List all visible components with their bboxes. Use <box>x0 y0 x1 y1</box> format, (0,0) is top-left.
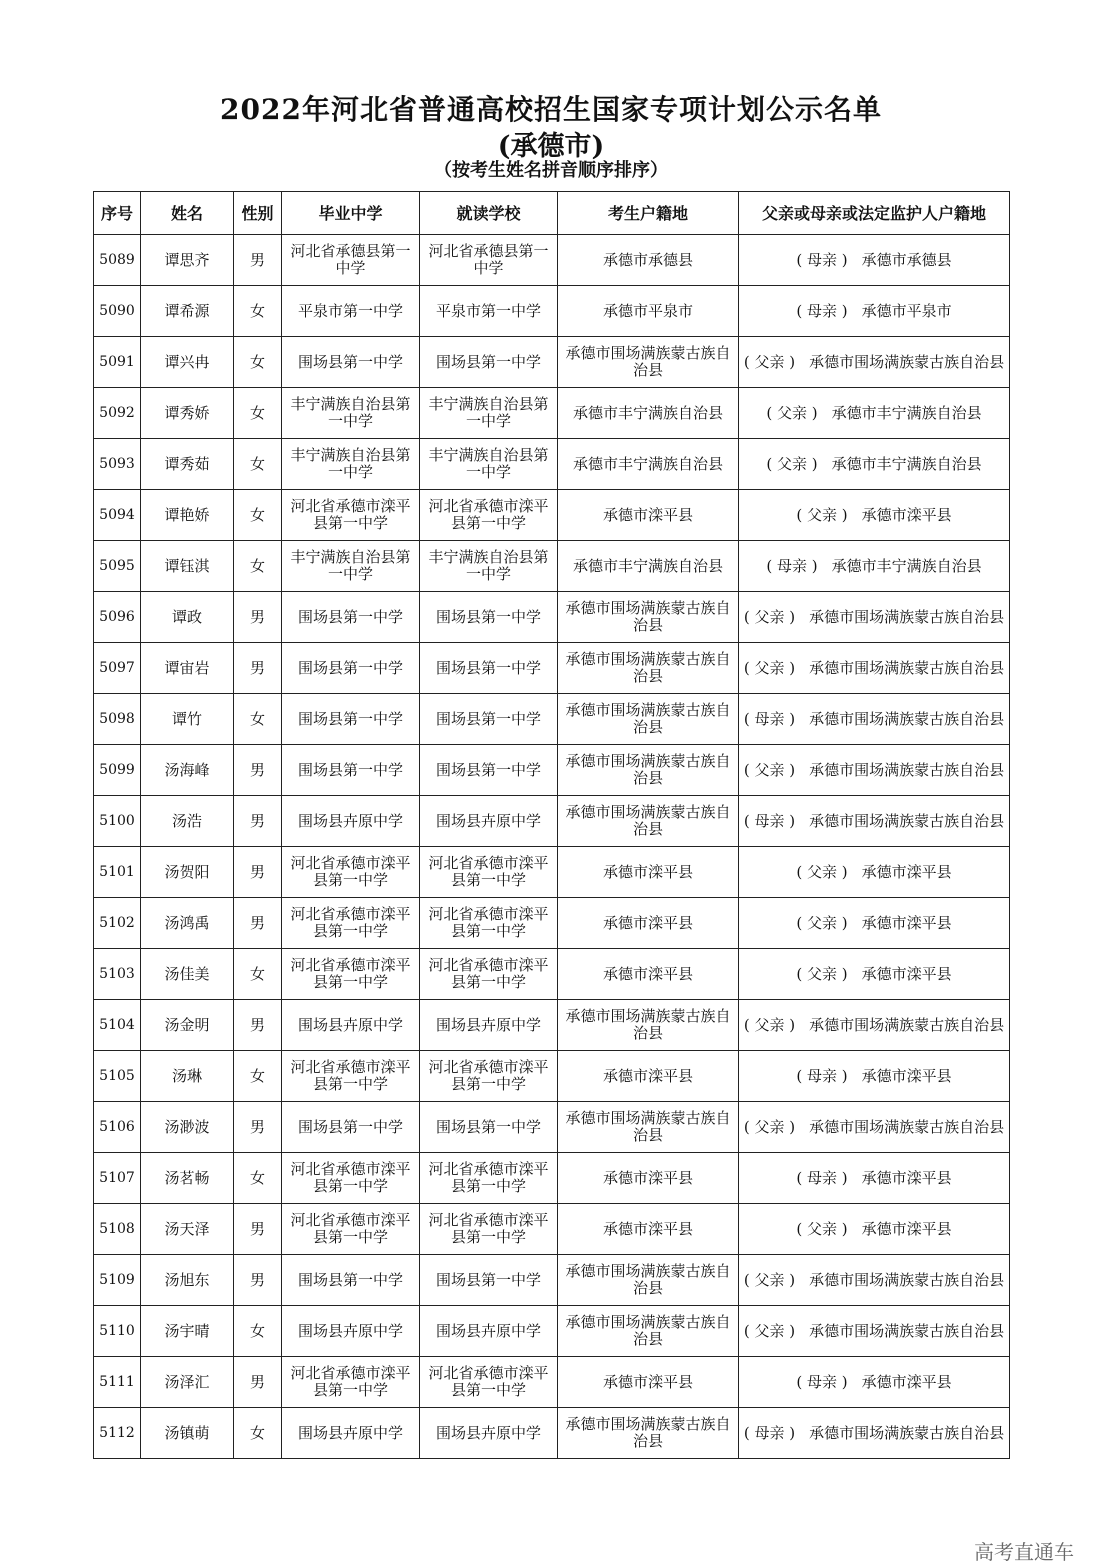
guardian-relation: ( 父亲 ) <box>796 913 848 932</box>
guardian-location: 承德市围场满族蒙古族自治县 <box>809 1015 1005 1034</box>
guardian-relation: ( 母亲 ) <box>796 1372 848 1391</box>
cell-name: 谭政 <box>141 592 234 643</box>
cell-graduated-school: 河北省承德市滦平县第一中学 <box>282 898 420 949</box>
cell-guardian-hukou <box>739 1051 1010 1102</box>
guardian-location: 承德市丰宁满族自治县 <box>831 454 982 473</box>
guardian-relation: ( 母亲 ) <box>743 709 796 728</box>
cell-id: 5096 <box>94 592 141 643</box>
column-header-graduated-school: 毕业中学 <box>282 192 420 235</box>
cell-current-school: 河北省承德市滦平县第一中学 <box>420 847 558 898</box>
table-row <box>94 796 1010 847</box>
cell-id: 5093 <box>94 439 141 490</box>
guardian-relation: ( 父亲 ) <box>743 760 796 779</box>
cell-gender: 女 <box>234 1153 282 1204</box>
cell-guardian-hukou <box>739 286 1010 337</box>
cell-gender: 女 <box>234 541 282 592</box>
cell-id: 5108 <box>94 1204 141 1255</box>
cell-name: 谭秀茹 <box>141 439 234 490</box>
cell-current-school: 河北省承德县第一中学 <box>420 235 558 286</box>
cell-graduated-school: 围场县第一中学 <box>282 1102 420 1153</box>
guardian-relation: ( 父亲 ) <box>743 607 796 626</box>
table-row <box>94 1204 1010 1255</box>
cell-guardian-hukou <box>739 643 1010 694</box>
cell-graduated-school: 河北省承德市滦平县第一中学 <box>282 1204 420 1255</box>
cell-guardian-hukou <box>739 1306 1010 1357</box>
cell-gender: 男 <box>234 235 282 286</box>
table-row <box>94 592 1010 643</box>
cell-guardian-hukou <box>739 796 1010 847</box>
cell-hukou: 承德市滦平县 <box>558 949 739 1000</box>
watermark: 高考直通车 <box>974 1540 1074 1564</box>
cell-guardian-hukou <box>739 898 1010 949</box>
cell-graduated-school: 河北省承德市滦平县第一中学 <box>282 1357 420 1408</box>
cell-guardian-hukou <box>739 949 1010 1000</box>
guardian-location: 承德市滦平县 <box>861 862 952 881</box>
table-row <box>94 643 1010 694</box>
cell-name: 汤佳美 <box>141 949 234 1000</box>
cell-hukou: 承德市围场满族蒙古族自治县 <box>558 643 739 694</box>
cell-hukou: 承德市围场满族蒙古族自治县 <box>558 337 739 388</box>
cell-guardian-hukou <box>739 1255 1010 1306</box>
cell-name: 谭思齐 <box>141 235 234 286</box>
cell-guardian-hukou <box>739 1153 1010 1204</box>
cell-current-school: 围场县第一中学 <box>420 1102 558 1153</box>
cell-current-school: 围场县第一中学 <box>420 337 558 388</box>
table-row <box>94 1357 1010 1408</box>
cell-current-school: 围场县第一中学 <box>420 592 558 643</box>
cell-hukou: 承德市围场满族蒙古族自治县 <box>558 1255 739 1306</box>
table-row <box>94 898 1010 949</box>
cell-gender: 女 <box>234 388 282 439</box>
cell-guardian-hukou <box>739 745 1010 796</box>
cell-graduated-school: 围场县第一中学 <box>282 592 420 643</box>
cell-current-school: 丰宁满族自治县第一中学 <box>420 388 558 439</box>
table-row <box>94 1153 1010 1204</box>
cell-graduated-school: 围场县卉原中学 <box>282 1408 420 1459</box>
cell-graduated-school: 河北省承德市滦平县第一中学 <box>282 490 420 541</box>
table-row <box>94 388 1010 439</box>
cell-current-school: 河北省承德市滦平县第一中学 <box>420 1153 558 1204</box>
cell-name: 汤镇萌 <box>141 1408 234 1459</box>
guardian-location: 承德市丰宁满族自治县 <box>831 403 982 422</box>
cell-current-school: 河北省承德市滦平县第一中学 <box>420 490 558 541</box>
cell-name: 汤鸿禹 <box>141 898 234 949</box>
cell-graduated-school: 围场县第一中学 <box>282 745 420 796</box>
cell-hukou: 承德市丰宁满族自治县 <box>558 541 739 592</box>
guardian-location: 承德市围场满族蒙古族自治县 <box>809 1117 1005 1136</box>
cell-hukou: 承德市围场满族蒙古族自治县 <box>558 1000 739 1051</box>
guardian-location: 承德市围场满族蒙古族自治县 <box>809 352 1005 371</box>
page-title: 2022年河北省普通高校招生国家专项计划公示名单 <box>220 93 882 126</box>
cell-name: 谭艳娇 <box>141 490 234 541</box>
cell-gender: 女 <box>234 694 282 745</box>
table-row <box>94 439 1010 490</box>
guardian-relation: ( 母亲 ) <box>796 301 848 320</box>
cell-current-school: 围场县第一中学 <box>420 643 558 694</box>
cell-gender: 女 <box>234 337 282 388</box>
guardian-location: 承德市滦平县 <box>861 964 952 983</box>
cell-name: 汤贺阳 <box>141 847 234 898</box>
guardian-location: 承德市平泉市 <box>861 301 952 320</box>
guardian-relation: ( 父亲 ) <box>796 505 848 524</box>
guardian-location: 承德市围场满族蒙古族自治县 <box>809 1321 1005 1340</box>
cell-id: 5110 <box>94 1306 141 1357</box>
cell-hukou: 承德市滦平县 <box>558 847 739 898</box>
sort-note: （按考生姓名拼音顺序排序） <box>434 160 668 181</box>
cell-gender: 男 <box>234 1255 282 1306</box>
cell-guardian-hukou <box>739 235 1010 286</box>
guardian-location: 承德市围场满族蒙古族自治县 <box>809 811 1005 830</box>
guardian-relation: ( 父亲 ) <box>796 1219 848 1238</box>
guardian-relation: ( 父亲 ) <box>743 658 796 677</box>
cell-id: 5109 <box>94 1255 141 1306</box>
cell-gender: 男 <box>234 1357 282 1408</box>
guardian-relation: ( 母亲 ) <box>796 1066 848 1085</box>
cell-current-school: 河北省承德市滦平县第一中学 <box>420 1204 558 1255</box>
cell-id: 5094 <box>94 490 141 541</box>
cell-current-school: 围场县卉原中学 <box>420 796 558 847</box>
guardian-relation: ( 父亲 ) <box>743 352 796 371</box>
guardian-location: 承德市滦平县 <box>861 1066 952 1085</box>
cell-gender: 女 <box>234 949 282 1000</box>
cell-id: 5105 <box>94 1051 141 1102</box>
cell-id: 5111 <box>94 1357 141 1408</box>
cell-hukou: 承德市滦平县 <box>558 1051 739 1102</box>
cell-guardian-hukou <box>739 1357 1010 1408</box>
table-row <box>94 847 1010 898</box>
cell-hukou: 承德市围场满族蒙古族自治县 <box>558 796 739 847</box>
cell-hukou: 承德市围场满族蒙古族自治县 <box>558 1408 739 1459</box>
cell-name: 汤天泽 <box>141 1204 234 1255</box>
cell-current-school: 河北省承德市滦平县第一中学 <box>420 1357 558 1408</box>
roster-table <box>93 191 1010 1459</box>
guardian-relation: ( 父亲 ) <box>766 403 818 422</box>
table-row <box>94 949 1010 1000</box>
cell-graduated-school: 河北省承德市滦平县第一中学 <box>282 1051 420 1102</box>
cell-guardian-hukou <box>739 1408 1010 1459</box>
cell-id: 5106 <box>94 1102 141 1153</box>
table-row <box>94 541 1010 592</box>
cell-graduated-school: 围场县卉原中学 <box>282 1000 420 1051</box>
cell-guardian-hukou <box>739 337 1010 388</box>
cell-hukou: 承德市平泉市 <box>558 286 739 337</box>
cell-name: 谭竹 <box>141 694 234 745</box>
table-row <box>94 490 1010 541</box>
cell-current-school: 围场县第一中学 <box>420 694 558 745</box>
cell-hukou: 承德市滦平县 <box>558 490 739 541</box>
guardian-location: 承德市承德县 <box>861 250 952 269</box>
cell-current-school: 围场县卉原中学 <box>420 1408 558 1459</box>
guardian-location: 承德市围场满族蒙古族自治县 <box>809 1423 1005 1442</box>
cell-id: 5101 <box>94 847 141 898</box>
column-header-name: 姓名 <box>141 192 234 235</box>
cell-current-school: 围场县卉原中学 <box>420 1306 558 1357</box>
cell-gender: 男 <box>234 796 282 847</box>
cell-hukou: 承德市丰宁满族自治县 <box>558 439 739 490</box>
table-row <box>94 235 1010 286</box>
cell-name: 汤海峰 <box>141 745 234 796</box>
guardian-relation: ( 父亲 ) <box>743 1321 796 1340</box>
cell-graduated-school: 围场县卉原中学 <box>282 796 420 847</box>
table-row <box>94 1051 1010 1102</box>
cell-current-school: 河北省承德市滦平县第一中学 <box>420 1051 558 1102</box>
cell-current-school: 围场县第一中学 <box>420 745 558 796</box>
guardian-relation: ( 父亲 ) <box>743 1270 796 1289</box>
guardian-relation: ( 父亲 ) <box>766 454 818 473</box>
cell-name: 谭兴冉 <box>141 337 234 388</box>
cell-graduated-school: 丰宁满族自治县第一中学 <box>282 439 420 490</box>
cell-current-school: 河北省承德市滦平县第一中学 <box>420 898 558 949</box>
page-subtitle: (承德市) <box>497 131 605 162</box>
cell-current-school: 平泉市第一中学 <box>420 286 558 337</box>
cell-gender: 男 <box>234 1000 282 1051</box>
cell-gender: 男 <box>234 643 282 694</box>
guardian-location: 承德市围场满族蒙古族自治县 <box>809 760 1005 779</box>
column-header-hukou: 考生户籍地 <box>558 192 739 235</box>
guardian-relation: ( 母亲 ) <box>796 250 848 269</box>
cell-name: 谭希源 <box>141 286 234 337</box>
cell-id: 5089 <box>94 235 141 286</box>
guardian-relation: ( 父亲 ) <box>796 862 848 881</box>
cell-hukou: 承德市滦平县 <box>558 1357 739 1408</box>
table-row <box>94 286 1010 337</box>
cell-hukou: 承德市承德县 <box>558 235 739 286</box>
table-row <box>94 1306 1010 1357</box>
cell-graduated-school: 平泉市第一中学 <box>282 286 420 337</box>
guardian-relation: ( 母亲 ) <box>743 1423 796 1442</box>
cell-graduated-school: 河北省承德县第一中学 <box>282 235 420 286</box>
cell-hukou: 承德市围场满族蒙古族自治县 <box>558 745 739 796</box>
cell-gender: 女 <box>234 1408 282 1459</box>
cell-name: 汤浩 <box>141 796 234 847</box>
cell-name: 汤茗畅 <box>141 1153 234 1204</box>
cell-gender: 男 <box>234 1102 282 1153</box>
cell-current-school: 丰宁满族自治县第一中学 <box>420 439 558 490</box>
cell-graduated-school: 围场县第一中学 <box>282 643 420 694</box>
cell-gender: 男 <box>234 847 282 898</box>
column-header-id: 序号 <box>94 192 141 235</box>
guardian-location: 承德市滦平县 <box>861 1372 952 1391</box>
cell-guardian-hukou <box>739 541 1010 592</box>
cell-name: 汤旭东 <box>141 1255 234 1306</box>
cell-id: 5092 <box>94 388 141 439</box>
guardian-relation: ( 父亲 ) <box>796 964 848 983</box>
cell-name: 谭宙岩 <box>141 643 234 694</box>
cell-graduated-school: 围场县卉原中学 <box>282 1306 420 1357</box>
guardian-relation: ( 父亲 ) <box>743 1015 796 1034</box>
cell-guardian-hukou <box>739 1102 1010 1153</box>
cell-hukou: 承德市丰宁满族自治县 <box>558 388 739 439</box>
cell-name: 谭秀娇 <box>141 388 234 439</box>
cell-gender: 男 <box>234 745 282 796</box>
cell-hukou: 承德市滦平县 <box>558 1153 739 1204</box>
table-row <box>94 337 1010 388</box>
guardian-location: 承德市围场满族蒙古族自治县 <box>809 1270 1005 1289</box>
cell-guardian-hukou <box>739 1000 1010 1051</box>
cell-name: 汤泽汇 <box>141 1357 234 1408</box>
table-row <box>94 694 1010 745</box>
table-row <box>94 745 1010 796</box>
guardian-location: 承德市滦平县 <box>861 1219 952 1238</box>
cell-id: 5099 <box>94 745 141 796</box>
table-header-row <box>94 192 1010 235</box>
cell-id: 5095 <box>94 541 141 592</box>
cell-guardian-hukou <box>739 388 1010 439</box>
table-row <box>94 1408 1010 1459</box>
cell-id: 5107 <box>94 1153 141 1204</box>
table-row <box>94 1000 1010 1051</box>
cell-current-school: 围场县第一中学 <box>420 1255 558 1306</box>
cell-id: 5103 <box>94 949 141 1000</box>
cell-hukou: 承德市滦平县 <box>558 1204 739 1255</box>
cell-gender: 男 <box>234 592 282 643</box>
column-header-current-school: 就读学校 <box>420 192 558 235</box>
cell-graduated-school: 河北省承德市滦平县第一中学 <box>282 1153 420 1204</box>
guardian-relation: ( 母亲 ) <box>796 1168 848 1187</box>
cell-name: 汤金明 <box>141 1000 234 1051</box>
cell-guardian-hukou <box>739 490 1010 541</box>
cell-graduated-school: 丰宁满族自治县第一中学 <box>282 541 420 592</box>
cell-guardian-hukou <box>739 592 1010 643</box>
cell-hukou: 承德市围场满族蒙古族自治县 <box>558 592 739 643</box>
guardian-location: 承德市围场满族蒙古族自治县 <box>809 607 1005 626</box>
cell-hukou: 承德市围场满族蒙古族自治县 <box>558 1102 739 1153</box>
guardian-location: 承德市围场满族蒙古族自治县 <box>809 658 1005 677</box>
column-header-guardian-hukou: 父亲或母亲或法定监护人户籍地 <box>739 192 1010 235</box>
guardian-location: 承德市围场满族蒙古族自治县 <box>809 709 1005 728</box>
guardian-location: 承德市滦平县 <box>861 505 952 524</box>
cell-guardian-hukou <box>739 439 1010 490</box>
cell-graduated-school: 围场县第一中学 <box>282 694 420 745</box>
table-row <box>94 1255 1010 1306</box>
cell-graduated-school: 围场县第一中学 <box>282 1255 420 1306</box>
cell-graduated-school: 丰宁满族自治县第一中学 <box>282 388 420 439</box>
cell-current-school: 围场县卉原中学 <box>420 1000 558 1051</box>
cell-name: 汤琳 <box>141 1051 234 1102</box>
guardian-relation: ( 父亲 ) <box>743 1117 796 1136</box>
column-header-gender: 性别 <box>234 192 282 235</box>
cell-name: 汤渺波 <box>141 1102 234 1153</box>
cell-id: 5112 <box>94 1408 141 1459</box>
table-body <box>94 235 1010 1459</box>
table-row <box>94 1102 1010 1153</box>
cell-guardian-hukou <box>739 1204 1010 1255</box>
cell-current-school: 河北省承德市滦平县第一中学 <box>420 949 558 1000</box>
guardian-location: 承德市滦平县 <box>861 1168 952 1187</box>
cell-hukou: 承德市围场满族蒙古族自治县 <box>558 694 739 745</box>
cell-id: 5100 <box>94 796 141 847</box>
cell-gender: 女 <box>234 1306 282 1357</box>
cell-graduated-school: 河北省承德市滦平县第一中学 <box>282 847 420 898</box>
cell-id: 5090 <box>94 286 141 337</box>
cell-gender: 女 <box>234 1051 282 1102</box>
cell-id: 5102 <box>94 898 141 949</box>
cell-gender: 女 <box>234 490 282 541</box>
guardian-location: 承德市滦平县 <box>861 913 952 932</box>
cell-gender: 女 <box>234 286 282 337</box>
cell-graduated-school: 围场县第一中学 <box>282 337 420 388</box>
cell-id: 5097 <box>94 643 141 694</box>
cell-gender: 女 <box>234 439 282 490</box>
guardian-relation: ( 母亲 ) <box>743 811 796 830</box>
cell-current-school: 丰宁满族自治县第一中学 <box>420 541 558 592</box>
cell-id: 5098 <box>94 694 141 745</box>
cell-graduated-school: 河北省承德市滦平县第一中学 <box>282 949 420 1000</box>
cell-hukou: 承德市围场满族蒙古族自治县 <box>558 1306 739 1357</box>
guardian-location: 承德市丰宁满族自治县 <box>831 556 982 575</box>
cell-id: 5091 <box>94 337 141 388</box>
cell-hukou: 承德市滦平县 <box>558 898 739 949</box>
cell-name: 谭钰淇 <box>141 541 234 592</box>
cell-name: 汤宇晴 <box>141 1306 234 1357</box>
cell-guardian-hukou <box>739 694 1010 745</box>
cell-gender: 男 <box>234 1204 282 1255</box>
cell-guardian-hukou <box>739 847 1010 898</box>
cell-id: 5104 <box>94 1000 141 1051</box>
guardian-relation: ( 母亲 ) <box>766 556 818 575</box>
cell-gender: 男 <box>234 898 282 949</box>
